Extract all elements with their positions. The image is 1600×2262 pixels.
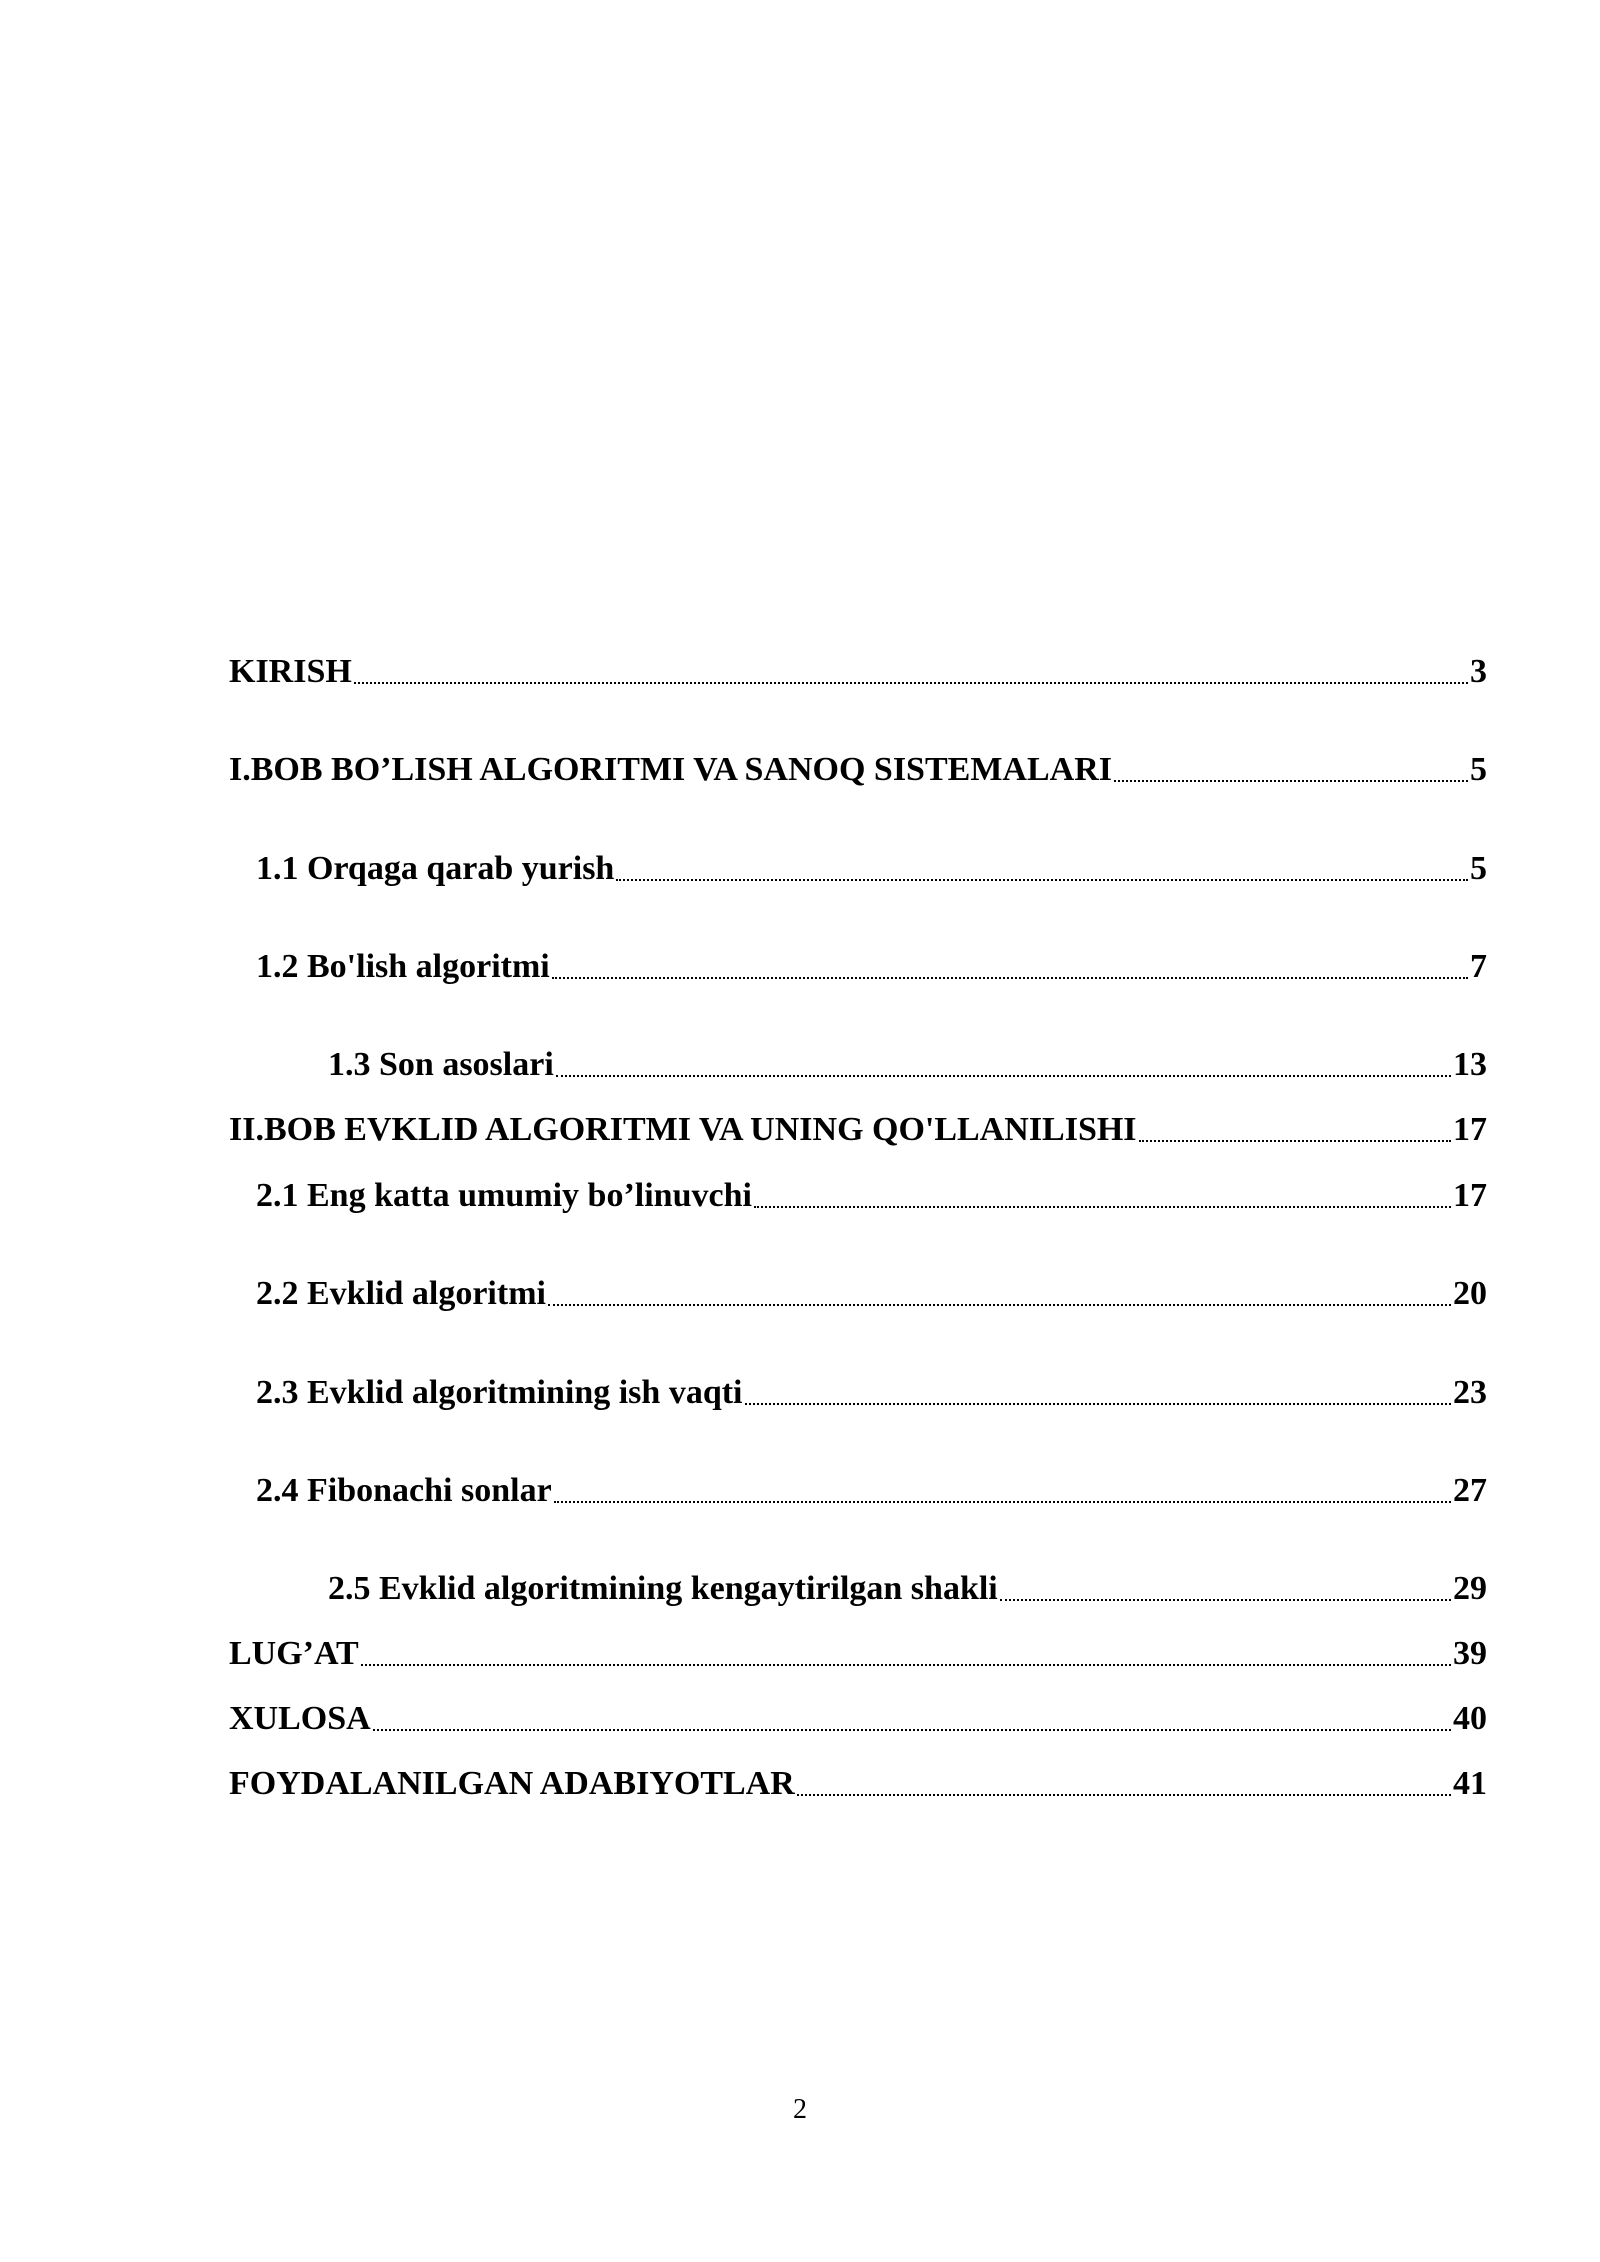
dot-leader — [556, 1075, 1451, 1077]
toc-entry-chapter-2[interactable] — [229, 1110, 1487, 1150]
toc-entry-adabiyotlar[interactable] — [229, 1764, 1487, 1804]
toc-entry-section-2-2[interactable] — [256, 1274, 1487, 1314]
dot-leader — [1114, 780, 1468, 782]
toc-entry-page: 29 — [1453, 1570, 1487, 1607]
toc-entry-label: KIRISH — [229, 653, 352, 690]
dot-leader — [373, 1729, 1451, 1731]
toc-entry-section-1-2[interactable] — [256, 947, 1487, 987]
toc-entry-label: 2.1 Eng katta umumiy bo’linuvchi — [256, 1177, 752, 1214]
dot-leader — [745, 1403, 1452, 1405]
toc-entry-page: 23 — [1453, 1374, 1487, 1411]
toc-entry-label: 2.5 Evklid algoritmining kengaytirilgan shakli — [328, 1570, 998, 1607]
toc-entry-section-2-1[interactable] — [256, 1176, 1487, 1216]
toc-entry-label: 1.2 Bo'lish algoritmi — [256, 948, 550, 985]
toc-entry-section-2-4[interactable] — [256, 1471, 1487, 1511]
dot-leader — [354, 682, 1468, 684]
dot-leader — [361, 1664, 1451, 1666]
toc-entry-xulosa[interactable] — [229, 1699, 1487, 1739]
toc-entry-page: 13 — [1453, 1046, 1487, 1083]
toc-entry-chapter-1[interactable] — [229, 750, 1487, 790]
toc-entry-label: 2.3 Evklid algoritmining ish vaqti — [256, 1374, 743, 1411]
toc-entry-page: 5 — [1470, 751, 1487, 788]
toc-entry-label: XULOSA — [229, 1700, 371, 1737]
toc-entry-page: 39 — [1453, 1635, 1487, 1672]
dot-leader — [1000, 1599, 1451, 1601]
toc-entry-kirish[interactable] — [229, 652, 1487, 692]
toc-entry-page: 5 — [1470, 850, 1487, 887]
toc-entry-page: 41 — [1453, 1765, 1487, 1802]
toc-entry-section-1-1[interactable] — [256, 849, 1487, 889]
toc-entry-label: 1.3 Son asoslari — [328, 1046, 554, 1083]
toc-entry-page: 3 — [1470, 653, 1487, 690]
toc-entry-section-2-3[interactable] — [256, 1373, 1487, 1413]
dot-leader — [616, 879, 1468, 881]
toc-entry-section-1-3[interactable] — [328, 1045, 1487, 1085]
toc-entry-label: 1.1 Orqaga qarab yurish — [256, 850, 615, 887]
dot-leader — [797, 1794, 1451, 1796]
toc-entry-section-2-5[interactable] — [328, 1569, 1487, 1609]
toc-entry-label: 2.2 Evklid algoritmi — [256, 1275, 546, 1312]
toc-entry-label: II.BOB EVKLID ALGORITMI VA UNING QO'LLANILISHI — [229, 1111, 1137, 1148]
page-number: 2 — [793, 2094, 807, 2125]
toc-entry-page: 17 — [1453, 1177, 1487, 1214]
dot-leader — [552, 977, 1468, 979]
toc-entry-label: I.BOB BO’LISH ALGORITMI VA SANOQ SISTEMALARI — [229, 751, 1112, 788]
dot-leader — [554, 1501, 1451, 1503]
toc-entry-page: 7 — [1470, 948, 1487, 985]
dot-leader — [1139, 1140, 1451, 1142]
toc-entry-page: 40 — [1453, 1700, 1487, 1737]
toc-entry-page: 20 — [1453, 1275, 1487, 1312]
dot-leader — [754, 1206, 1451, 1208]
toc-entry-lugat[interactable] — [229, 1634, 1487, 1674]
toc-entry-label: 2.4 Fibonachi sonlar — [256, 1472, 552, 1509]
toc-entry-page: 27 — [1453, 1472, 1487, 1509]
toc-entry-label: FOYDALANILGAN ADABIYOTLAR — [229, 1765, 795, 1802]
toc-entry-label: LUG’AT — [229, 1635, 359, 1672]
toc-entry-page: 17 — [1453, 1111, 1487, 1148]
dot-leader — [548, 1304, 1451, 1306]
